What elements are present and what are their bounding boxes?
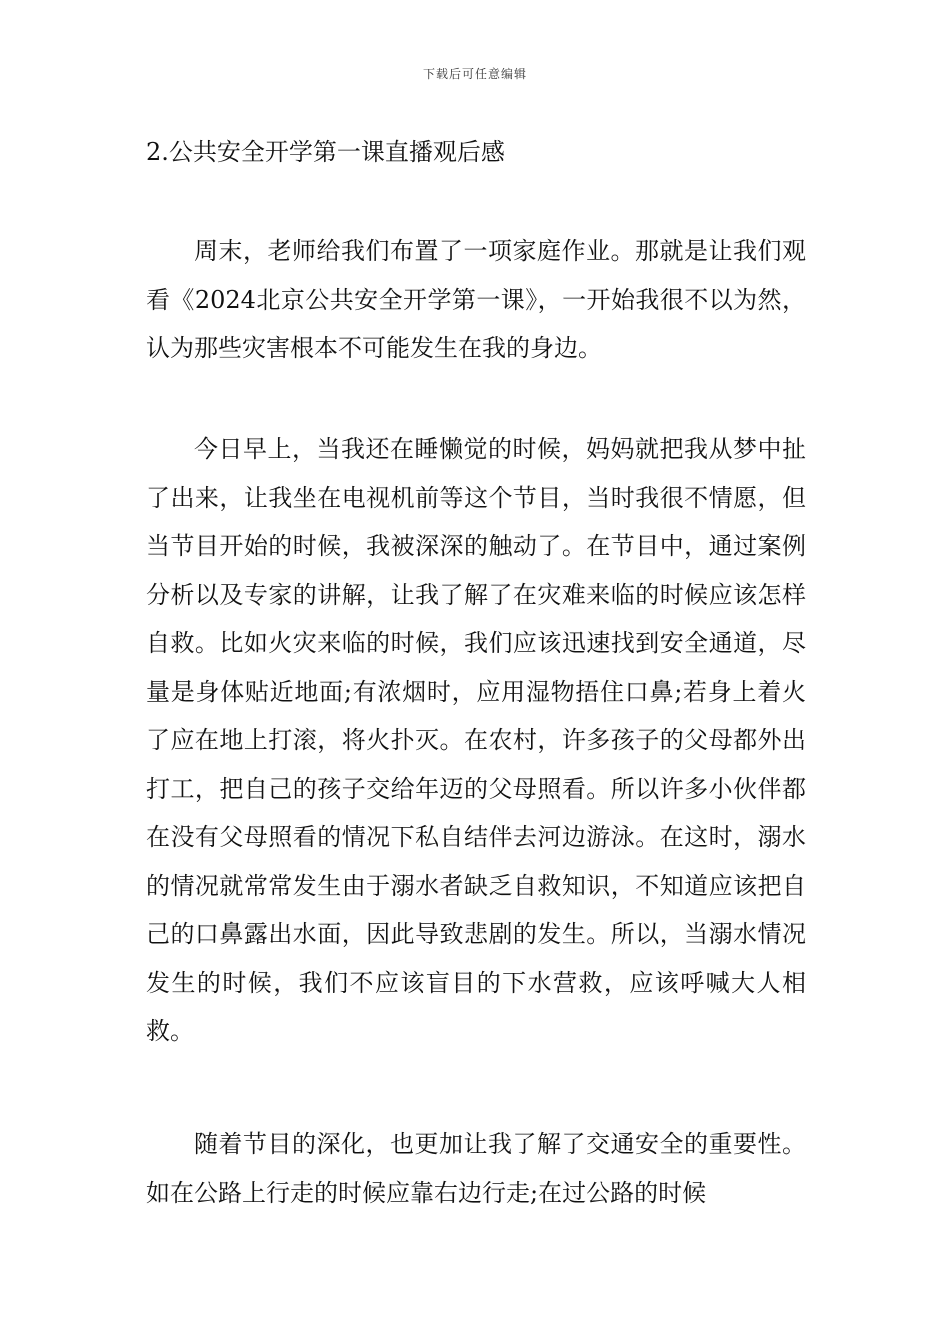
paragraph-morning-program: 今日早上，当我还在睡懒觉的时候，妈妈就把我从梦中扯了出来，让我坐在电视机前等这个节目，当时我很不情愿，但当节目开始的时候，我被深深的触动了。在节目中，通过案例分析以及专家的讲解，让我了解了在灾难来临的时候应该怎样自救。比如火灾来临的时候，我们应该迅速找到安全通道，尽量是身体贴近地面;有浓烟时，应用湿物捂住口鼻;若身上着火了应在地上打滚，将火扑灭。在农村，许多孩子的父母都外出打工，把自己的孩子交给年迈的父母照看。所以许多小伙伴都在没有父母照看的情况下私自结伴去河边游泳。在这时，溺水的情况就常常发生由于溺水者缺乏自救知识，不知道应该把自己的口鼻露出水面，因此导致悲剧的发生。所以，当溺水情况发生的时候，我们不应该盲目的下水营救，应该呼喊大人相救。 bbox=[146, 435, 806, 1045]
page-header-note: 下载后可任意编辑 bbox=[422, 67, 527, 81]
paragraph-intro: 周末，老师给我们布置了一项家庭作业。那就是让我们观看《2024北京公共安全开学第一课》，一开始我很不以为然，认为那些灾害根本不可能发生在我的身边。 bbox=[146, 237, 806, 362]
document-title: 2.公共安全开学第一课直播观后感 bbox=[146, 138, 505, 166]
paragraph-traffic-safety: 随着节目的深化，也更加让我了解了交通安全的重要性。如在公路上行走的时候应靠右边行走;在过公路的时候 bbox=[146, 1130, 806, 1207]
